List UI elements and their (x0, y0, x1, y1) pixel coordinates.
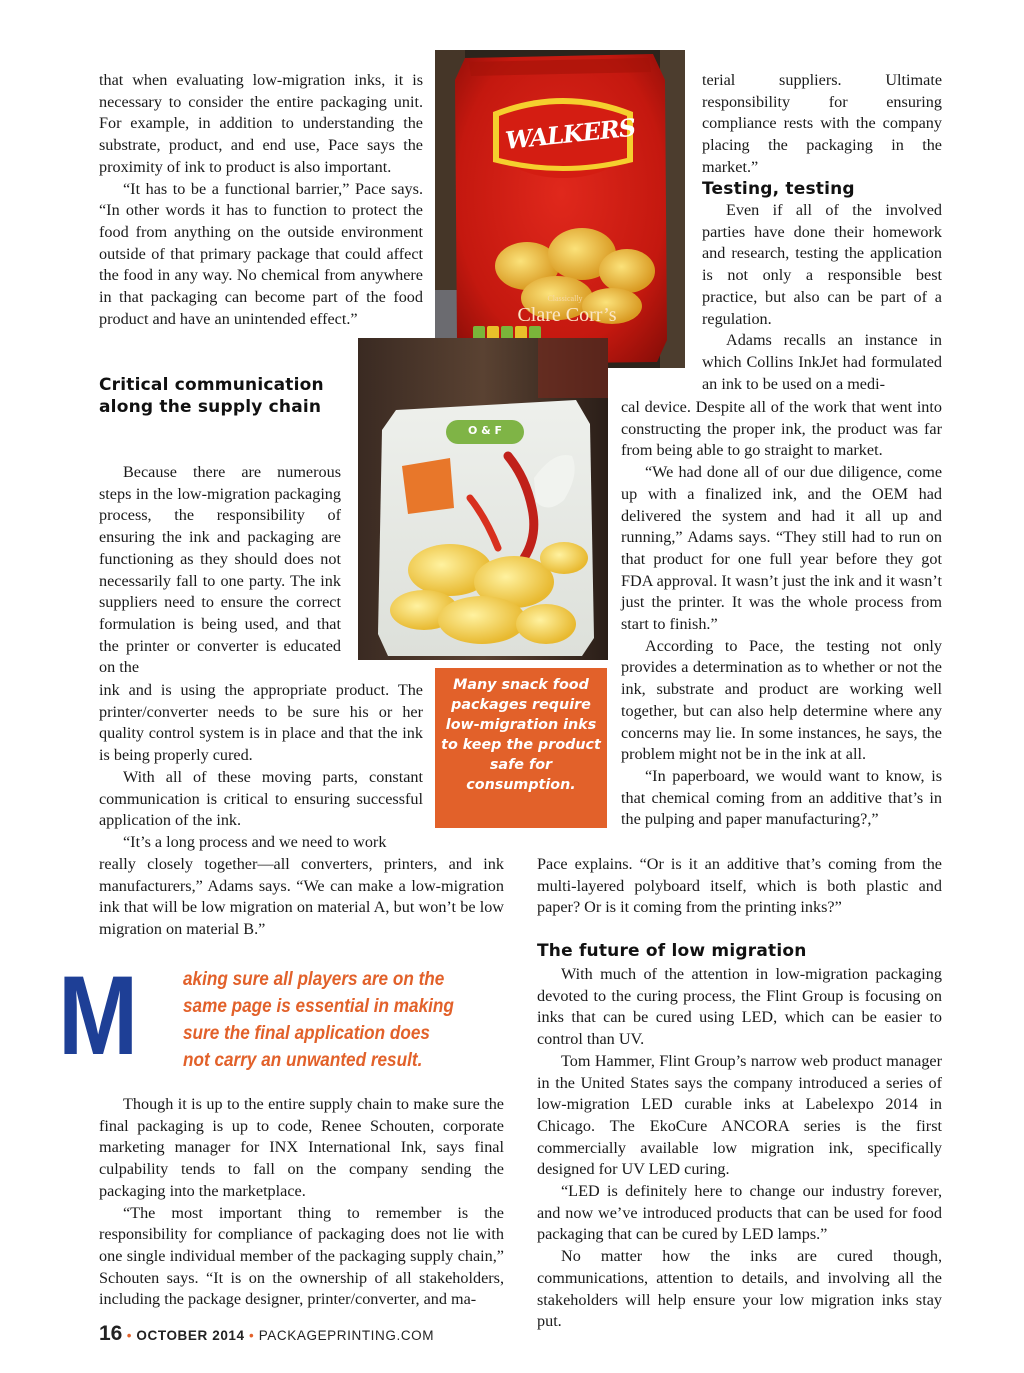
snack-bag-image (358, 338, 608, 660)
pullquote-line: sure the final application does (183, 1022, 430, 1044)
heading-testing: Testing, testing (702, 179, 855, 199)
paragraph: With much of the attention in low-migration packaging devoted to the curing process, the Flint Group is focusing on inks that can be cured using LED, which can be easier to control than UV. (537, 965, 942, 1049)
col1-quote-text (99, 854, 504, 941)
col1-narrow-text (99, 462, 341, 679)
paragraph: Even if all of the involved parties have done their homework and research, testing the application is not only a responsible best practice, but also can be part of a regulation. (702, 201, 942, 328)
pullquote-line: same page is essential in making (183, 995, 454, 1017)
bag-classically-text: Classically (547, 294, 583, 303)
paragraph: “In paperboard, we would want to know, is that chemical coming from an additive that’s in the pulping and paper manufacturing?,” (621, 766, 942, 829)
col2-future-text (537, 964, 942, 1333)
pullquote-drop-letter: M (58, 953, 139, 1078)
snack-bag-photo (358, 338, 608, 660)
heading-critical-communication: Critical communication along the supply chain (99, 375, 324, 417)
paragraph: Though it is up to the entire supply chain to make sure the final packaging is up to code, Renee Schouten, corporate marketing manager for INX International Ink, says final culpability tends to fall on the company sending the packaging into the marketplace. (99, 1095, 504, 1200)
paragraph: Tom Hammer, Flint Group’s narrow web product manager in the United States says the company introduced a series of low-migration LED curable inks at Labelexpo 2014 in Chicago. The EkoCure ANCORA series is the first commercially available low migration ink, specifically designed for UV LED curing. (537, 1051, 942, 1179)
footer-bullet: • (249, 1328, 255, 1343)
paragraph: “The most important thing to remember is the responsibility for compliance of packaging does not lie with one single individual member of the packaging supply chain,” Schouten says. “It is on the ownership of all stakeholders, including the package designer, printer/converter, and ma- (99, 1203, 504, 1309)
page-number: 16 (99, 1322, 123, 1345)
heading-future: The future of low migration (537, 941, 807, 961)
walkers-logo-text: WALKERS (503, 112, 637, 155)
paragraph: “It has to be a functional barrier,” Pace says. “In other words it has to function to protect the food from anything on the outside environment outside of that primary package that could affect the food in any way. No chemical from anywhere in that packaging can become part of the food product and have an unintended effect.” (99, 179, 423, 328)
website-link[interactable]: PACKAGEPRINTING.COM (258, 1328, 435, 1343)
pullquote-line: not carry an unwanted result. (183, 1049, 423, 1071)
bag-flavour-text: Clare Corr’s (517, 304, 617, 326)
paragraph: cal device. Despite all of the work that went into constructing the proper ink, the product was far from being able to go straight to market. (621, 398, 942, 460)
pullquote-line: aking sure all players are on the (183, 968, 445, 990)
col1-mid-text (99, 680, 423, 854)
paragraph: ink and is using the appropriate product. The printer/converter needs to be sure his or her quality control system is in place and that the ink is being properly cured. (99, 681, 423, 765)
paragraph: that when evaluating low-migration inks, it is necessary to consider the entire packaging unit. For example, in addition to understanding the substrate, product, and end use, Pace says the proximity of ink to product is also important. (99, 71, 423, 176)
col2-pace-text (537, 854, 942, 919)
paragraph: terial suppliers. Ultimate responsibility for ensuring compliance rests with the company placing the packaging in the market.” (702, 71, 942, 176)
page-footer (99, 1322, 434, 1346)
paragraph: “It’s a long process and we need to work (123, 832, 387, 851)
paragraph: Adams recalls an instance in which Collins InkJet had formulated an ink to be used on a medi- (702, 331, 942, 393)
paragraph: With all of these moving parts, constant communication is critical to ensuring successful application of the ink. (99, 767, 423, 830)
snack-bag-badge-text: O & F (467, 424, 503, 437)
col2-top-text (702, 70, 942, 179)
pullquote (183, 966, 503, 1074)
walkers-bag-photo (435, 50, 685, 368)
footer-bullet: • (126, 1328, 133, 1343)
paragraph: “We had done all of our due diligence, come up with a finalized ink, and the OEM had delivered the system and had it all up and running,” Adams says. “They still had to run on that product for one full year before they got FDA approval. It wasn’t just the ink and it wasn’t just the printer. It was the whole process from start to finish.” (621, 463, 942, 634)
col2-wide-text (621, 397, 942, 831)
paragraph: According to Pace, the testing not only provides a determination as to whether or not the ink, substrate and product are working well together, but can also help determine where any concerns may lie. In some instances, he says, the problem might not be in the ink at all. (621, 636, 942, 764)
col2-testing-text (702, 200, 942, 395)
photo-caption: Many snack food packages require low-migration inks to keep the product safe for consumption. (435, 668, 607, 828)
col1-bottom-text (99, 1094, 504, 1311)
issue-date: OCTOBER 2014 (136, 1328, 245, 1343)
col1-top-text (99, 70, 423, 330)
paragraph: Pace explains. “Or is it an additive that’s coming from the multi-layered polyboard itself, which is both plastic and paper? Or is it coming from the printing inks?” (537, 855, 942, 917)
paragraph: No matter how the inks are cured though, communications, attention to details, and involving all the stakeholders will help ensure your low migration inks stay put. (537, 1247, 942, 1331)
paragraph: “LED is definitely here to change our industry forever, and now we’ve introduced products that can be used for food packaging that can be cured by LED lamps.” (537, 1182, 942, 1244)
paragraph: Because there are numerous steps in the low-migration packaging process, the responsibility of ensuring the ink and packaging are functioning as they should does not necessarily fall to one party. The ink suppliers need to ensure the correct formulation is being used, and that the printer or converter is educated on the (99, 463, 341, 677)
paragraph: really closely together—all converters, printers, and ink manufacturers,” Adams says. “We can make a low-migration ink that will be low migration on material A, but won’t be low migration on material B.” (99, 855, 504, 939)
